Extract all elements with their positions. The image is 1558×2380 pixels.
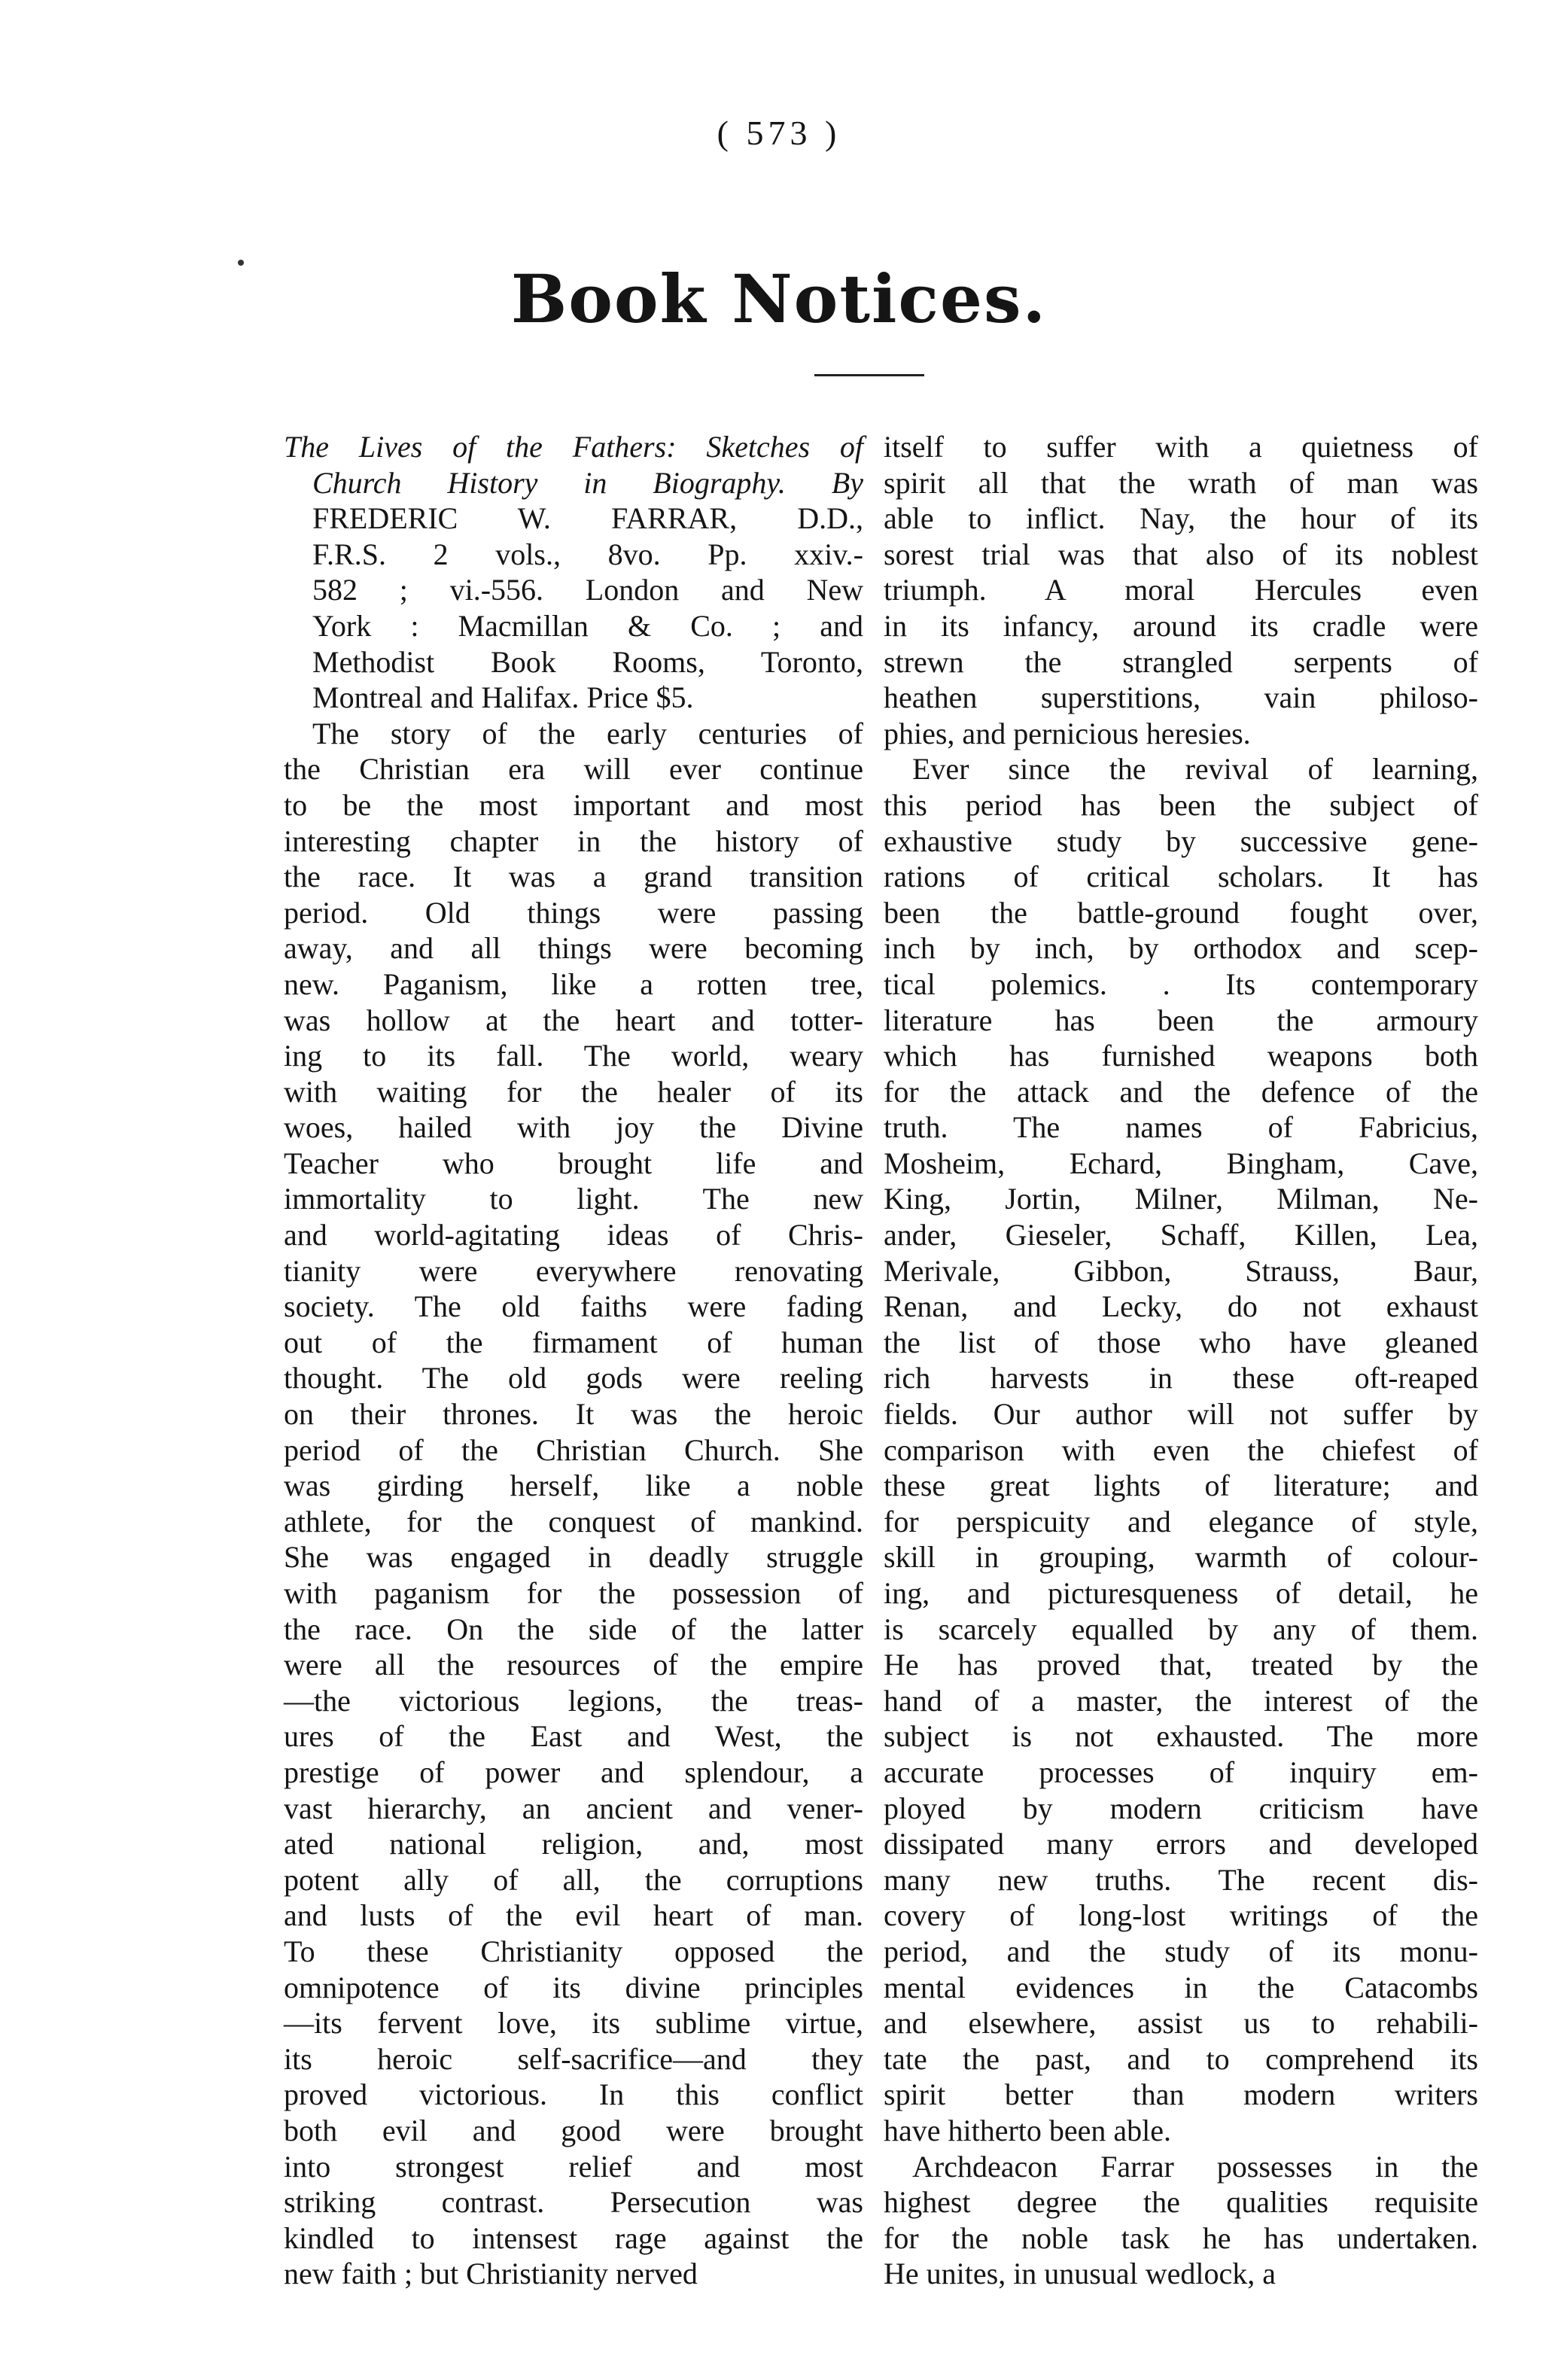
- body-line: in its infancy, around its cradle were: [884, 608, 1478, 643]
- body-line: triumph. A moral Hercules even: [884, 573, 1478, 607]
- body-line: have hitherto been able.: [884, 2113, 1172, 2147]
- body-line: ures of the East and West, the: [284, 1719, 863, 1754]
- body-line: tianity were everywhere renovating: [284, 1253, 863, 1288]
- body-line: its heroic self-sacrifice—and they: [284, 2041, 863, 2076]
- body-line: potent ally of all, the corruptions: [284, 1862, 863, 1897]
- heading-line: Church History in Biography. By: [312, 465, 863, 500]
- body-line: tical polemics. . Its contemporary: [884, 966, 1478, 1001]
- body-line: skill in grouping, warmth of colour-: [884, 1540, 1478, 1575]
- stray-mark: [238, 260, 244, 266]
- body-line: spirit better than modern writers: [884, 2077, 1478, 2112]
- body-line: —the victorious legions, the treas-: [284, 1683, 863, 1718]
- body-line: fields. Our author will not suffer by: [884, 1397, 1478, 1432]
- body-line: this period has been the subject of: [884, 787, 1478, 822]
- body-line: phies, and pernicious heresies.: [884, 716, 1251, 750]
- body-line: new faith ; but Christianity nerved: [284, 2257, 698, 2291]
- body-line: —its fervent love, its sublime virtue,: [284, 2006, 863, 2041]
- body-line: the Christian era will ever continue: [284, 752, 863, 787]
- body-line: society. The old faiths were fading: [284, 1289, 863, 1324]
- body-line: King, Jortin, Milner, Milman, Ne-: [884, 1182, 1478, 1216]
- heading-line: FREDERIC W. FARRAR, D.D.,: [312, 501, 863, 536]
- body-line: period, and the study of its monu-: [884, 1934, 1478, 1968]
- title-rule: [814, 374, 924, 376]
- section-title: Book Notices.: [510, 260, 1048, 338]
- body-line: away, and all things were becoming: [284, 931, 863, 966]
- body-line: mental evidences in the Catacombs: [884, 1970, 1478, 2004]
- body-line: striking contrast. Persecution was: [284, 2185, 863, 2220]
- book-heading: [284, 429, 863, 716]
- body-line: Mosheim, Echard, Bingham, Cave,: [884, 1146, 1478, 1180]
- body-line: ployed by modern criticism have: [884, 1791, 1478, 1825]
- body-line: with waiting for the healer of its: [284, 1074, 863, 1109]
- body-line: The story of the early centuries of: [312, 716, 863, 750]
- body-line: for the noble task he has undertaken.: [884, 2220, 1478, 2255]
- body-line: is scarcely equalled by any of them.: [884, 1612, 1478, 1646]
- heading-line: York : Macmillan & Co. ; and: [312, 608, 863, 643]
- heading-line: 582 ; vi.-556. London and New: [312, 573, 863, 607]
- body-line: able to inflict. Nay, the hour of its: [884, 501, 1478, 536]
- body-line: kindled to intensest rage against the: [284, 2220, 863, 2255]
- body-line: ing to its fall. The world, weary: [284, 1039, 863, 1073]
- body-line: prestige of power and splendour, a: [284, 1755, 863, 1789]
- body-line: ated national religion, and, most: [284, 1827, 863, 1861]
- heading-line: Methodist Book Rooms, Toronto,: [312, 644, 863, 679]
- heading-line: The Lives of the Fathers: Sketches of: [284, 430, 863, 464]
- body-line: comparison with even the chiefest of: [884, 1432, 1478, 1467]
- body-line: many new truths. The recent dis-: [884, 1862, 1478, 1897]
- body-line: itself to suffer with a quietness of: [884, 430, 1478, 464]
- body-line: and lusts of the evil heart of man.: [284, 1898, 863, 1933]
- body-line: omnipotence of its divine principles: [284, 1970, 863, 2004]
- body-line: accurate processes of inquiry em-: [884, 1755, 1478, 1789]
- heading-line: F.R.S. 2 vols., 8vo. Pp. xxiv.-: [312, 537, 863, 571]
- body-line: thought. The old gods were reeling: [284, 1361, 863, 1395]
- paragraph-3: [884, 2149, 1478, 2292]
- body-line: period of the Christian Church. She: [284, 1432, 863, 1467]
- body-line: athlete, for the conquest of mankind.: [284, 1504, 863, 1538]
- paragraph-1: [884, 429, 1478, 751]
- body-line: was hollow at the heart and totter-: [284, 1003, 863, 1037]
- heading-line: Montreal and Halifax. Price $5.: [312, 680, 694, 715]
- body-line: ander, Gieseler, Schaff, Killen, Lea,: [884, 1218, 1478, 1252]
- body-line: proved victorious. In this conflict: [284, 2077, 863, 2112]
- body-line: truth. The names of Fabricius,: [884, 1110, 1478, 1145]
- body-line: out of the firmament of human: [284, 1325, 863, 1359]
- body-line: immortality to light. The new: [284, 1182, 863, 1216]
- body-line: the race. On the side of the latter: [284, 1612, 863, 1646]
- body-line: to be the most important and most: [284, 787, 863, 822]
- body-line: He unites, in unusual wedlock, a: [884, 2257, 1276, 2291]
- left-column: [284, 429, 863, 2292]
- body-line: the race. It was a grand transition: [284, 860, 863, 894]
- paragraph-2: [884, 751, 1478, 2148]
- body-line: inch by inch, by orthodox and scep-: [884, 931, 1478, 966]
- right-column: [884, 429, 1478, 2292]
- body-line: tate the past, and to comprehend its: [884, 2041, 1478, 2076]
- body-line: for the attack and the defence of the: [884, 1074, 1478, 1109]
- body-line: woes, hailed with joy the Divine: [284, 1110, 863, 1145]
- body-line: Archdeacon Farrar possesses in the: [912, 2149, 1478, 2184]
- body-line: literature has been the armoury: [884, 1003, 1478, 1037]
- body-line: vast hierarchy, an ancient and vener-: [284, 1791, 863, 1825]
- body-line: ing, and picturesqueness of detail, he: [884, 1576, 1478, 1610]
- body-line: with paganism for the possession of: [284, 1576, 863, 1610]
- body-line: interesting chapter in the history of: [284, 823, 863, 858]
- body-line: He has proved that, treated by the: [884, 1648, 1478, 1682]
- body-line: on their thrones. It was the heroic: [284, 1397, 863, 1432]
- body-line: To these Christianity opposed the: [284, 1934, 863, 1968]
- body-line: strewn the strangled serpents of: [884, 644, 1478, 679]
- body-line: the list of those who have gleaned: [884, 1325, 1478, 1359]
- body-line: which has furnished weapons both: [884, 1039, 1478, 1073]
- body-line: exhaustive study by successive gene-: [884, 823, 1478, 858]
- body-line: into strongest relief and most: [284, 2149, 863, 2184]
- body-line: these great lights of literature; and: [884, 1468, 1478, 1503]
- body-line: Teacher who brought life and: [284, 1146, 863, 1180]
- body-line: subject is not exhausted. The more: [884, 1719, 1478, 1754]
- body-line: highest degree the qualities requisite: [884, 2185, 1478, 2220]
- body-line: Merivale, Gibbon, Strauss, Baur,: [884, 1253, 1478, 1288]
- body-line: heathen superstitions, vain philoso-: [884, 680, 1478, 715]
- body-line: dissipated many errors and developed: [884, 1827, 1478, 1861]
- body-line: for perspicuity and elegance of style,: [884, 1504, 1478, 1538]
- body-line: sorest trial was that also of its noblest: [884, 537, 1478, 571]
- body-line: period. Old things were passing: [284, 895, 863, 930]
- body-line: Renan, and Lecky, do not exhaust: [884, 1289, 1478, 1324]
- body-line: She was engaged in deadly struggle: [284, 1540, 863, 1575]
- body-line: Ever since the revival of learning,: [912, 752, 1478, 787]
- body-line: hand of a master, the interest of the: [884, 1683, 1478, 1718]
- page-number: ( 573 ): [717, 114, 841, 152]
- body-line: and world-agitating ideas of Chris-: [284, 1218, 863, 1252]
- body-line: both evil and good were brought: [284, 2113, 863, 2147]
- body-line: spirit all that the wrath of man was: [884, 465, 1478, 500]
- body-line: and elsewhere, assist us to rehabili-: [884, 2006, 1478, 2041]
- review-body-left: [284, 716, 863, 2292]
- body-line: rich harvests in these oft-reaped: [884, 1361, 1478, 1395]
- body-line: was girding herself, like a noble: [284, 1468, 863, 1503]
- body-line: covery of long-lost writings of the: [884, 1898, 1478, 1933]
- body-line: were all the resources of the empire: [284, 1648, 863, 1682]
- body-line: rations of critical scholars. It has: [884, 860, 1478, 894]
- body-line: new. Paganism, like a rotten tree,: [284, 966, 863, 1001]
- body-line: been the battle-ground fought over,: [884, 895, 1478, 930]
